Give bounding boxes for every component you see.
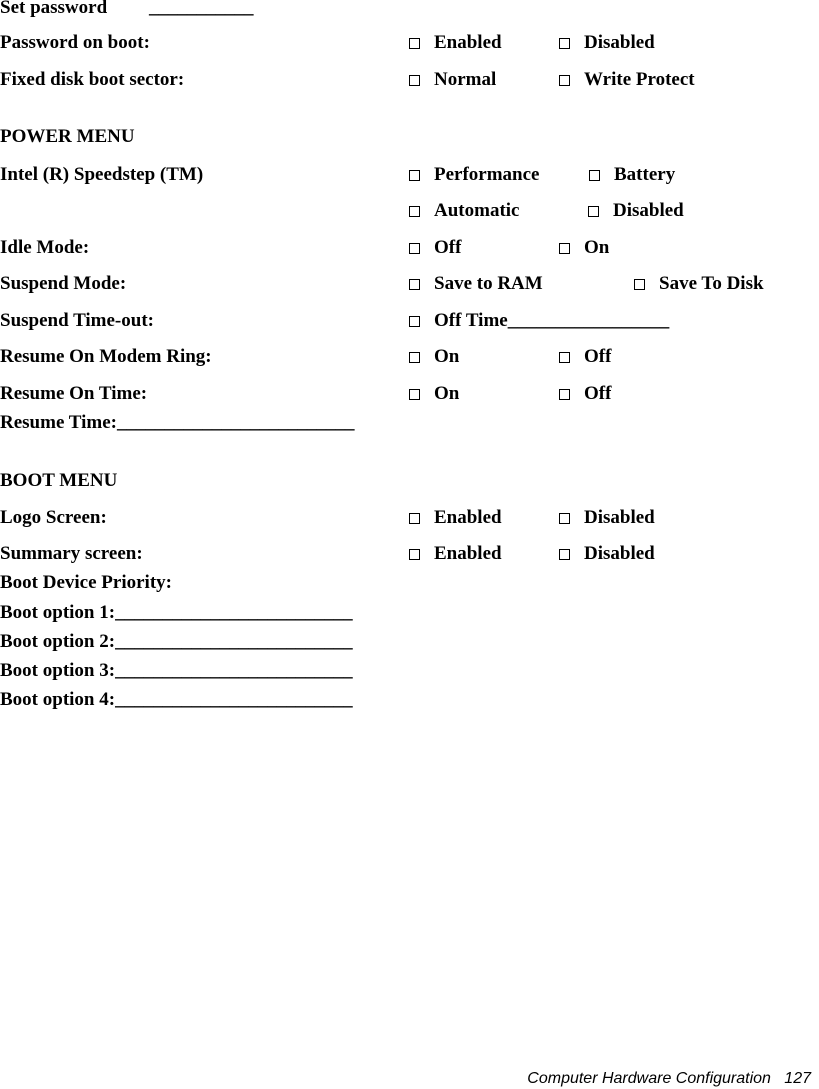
checkbox[interactable]: [409, 38, 420, 49]
resume-modem-on-option[interactable]: [409, 346, 459, 368]
summary-screen-disabled-option[interactable]: [559, 543, 655, 565]
set-password-label: Set password: [0, 0, 108, 18]
speedstep-performance-option[interactable]: [409, 164, 540, 186]
footer-title: Computer Hardware Configuration: [527, 1070, 771, 1087]
summary-screen-enabled-option[interactable]: [409, 543, 502, 565]
speedstep-label: Intel (R) Speedstep (TM): [0, 164, 204, 185]
option-label: On: [434, 346, 460, 367]
boot-option-4-field[interactable]: Boot option 4:_________________________: [0, 689, 353, 710]
idle-mode-on-option[interactable]: [559, 237, 609, 259]
speedstep-automatic-option[interactable]: [409, 200, 519, 222]
checkbox[interactable]: [409, 316, 420, 327]
option-label: Off Time_________________: [434, 310, 670, 331]
checkbox[interactable]: [559, 38, 570, 49]
checkbox[interactable]: [409, 549, 420, 560]
checkbox[interactable]: [409, 75, 420, 86]
option-label: Performance: [434, 164, 540, 185]
resume-modem-ring-label: Resume On Modem Ring:: [0, 346, 212, 367]
checkbox[interactable]: [634, 279, 645, 290]
suspend-mode-ram-option[interactable]: [409, 273, 543, 295]
checkbox[interactable]: [409, 243, 420, 254]
idle-mode-off-option[interactable]: [409, 237, 461, 259]
suspend-mode-disk-option[interactable]: [634, 273, 764, 295]
checkbox[interactable]: [589, 170, 600, 181]
option-label: Enabled: [434, 507, 502, 528]
option-label: Disabled: [613, 200, 684, 221]
boot-option-3-field[interactable]: Boot option 3:_________________________: [0, 660, 353, 681]
option-label: Enabled: [434, 543, 502, 564]
option-label: Disabled: [584, 32, 655, 53]
option-label: Battery: [614, 164, 676, 185]
logo-screen-enabled-option[interactable]: [409, 507, 502, 529]
boot-option-2-field[interactable]: Boot option 2:_________________________: [0, 631, 353, 652]
resume-on-time-label: Resume On Time:: [0, 383, 148, 404]
checkbox[interactable]: [559, 549, 570, 560]
password-on-boot-enabled-option[interactable]: [409, 32, 502, 54]
boot-device-priority-label: Boot Device Priority:: [0, 572, 172, 593]
checkbox[interactable]: [409, 389, 420, 400]
option-label: On: [434, 383, 460, 404]
option-label: Save To Disk: [659, 273, 764, 294]
checkbox[interactable]: [409, 352, 420, 363]
logo-screen-label: Logo Screen:: [0, 507, 107, 528]
option-label: Disabled: [584, 543, 655, 564]
resume-time-field[interactable]: Resume Time:_________________________: [0, 412, 355, 433]
checkbox[interactable]: [588, 206, 599, 217]
page-number: 127: [784, 1070, 811, 1087]
fixed-disk-normal-option[interactable]: [409, 69, 496, 91]
fixed-disk-boot-sector-label: Fixed disk boot sector:: [0, 69, 185, 90]
checkbox[interactable]: [559, 513, 570, 524]
password-on-boot-disabled-option[interactable]: [559, 32, 655, 54]
checkbox[interactable]: [559, 389, 570, 400]
checkbox[interactable]: [409, 170, 420, 181]
fixed-disk-write-protect-option[interactable]: [559, 69, 695, 91]
checkbox[interactable]: [409, 206, 420, 217]
option-label: On: [584, 237, 610, 258]
option-label: Off: [434, 237, 462, 258]
option-label: Automatic: [434, 200, 520, 221]
password-on-boot-label: Password on boot:: [0, 32, 150, 53]
option-label: Disabled: [584, 507, 655, 528]
suspend-timeout-off-time-option[interactable]: [409, 310, 669, 332]
checkbox[interactable]: [409, 279, 420, 290]
summary-screen-label: Summary screen:: [0, 543, 143, 564]
suspend-mode-label: Suspend Mode:: [0, 273, 127, 294]
resume-modem-off-option[interactable]: [559, 346, 611, 368]
page-footer: [527, 1069, 811, 1089]
option-label: Normal: [434, 69, 497, 90]
checkbox[interactable]: [559, 243, 570, 254]
option-label: Off: [584, 346, 612, 367]
resume-on-time-off-option[interactable]: [559, 383, 611, 405]
option-label: Write Protect: [584, 69, 695, 90]
checkbox[interactable]: [559, 352, 570, 363]
set-password-blank[interactable]: ___________: [149, 0, 254, 18]
resume-on-time-on-option[interactable]: [409, 383, 459, 405]
suspend-timeout-label: Suspend Time-out:: [0, 310, 154, 331]
option-label: Enabled: [434, 32, 502, 53]
checkbox[interactable]: [409, 513, 420, 524]
power-menu-heading: POWER MENU: [0, 126, 135, 147]
speedstep-disabled-option[interactable]: [588, 200, 684, 222]
idle-mode-label: Idle Mode:: [0, 237, 90, 258]
speedstep-battery-option[interactable]: [589, 164, 675, 186]
checkbox[interactable]: [559, 75, 570, 86]
option-label: Save to RAM: [434, 273, 543, 294]
boot-option-1-field[interactable]: Boot option 1:_________________________: [0, 602, 353, 623]
option-label: Off: [584, 383, 612, 404]
logo-screen-disabled-option[interactable]: [559, 507, 655, 529]
boot-menu-heading: BOOT MENU: [0, 470, 118, 491]
